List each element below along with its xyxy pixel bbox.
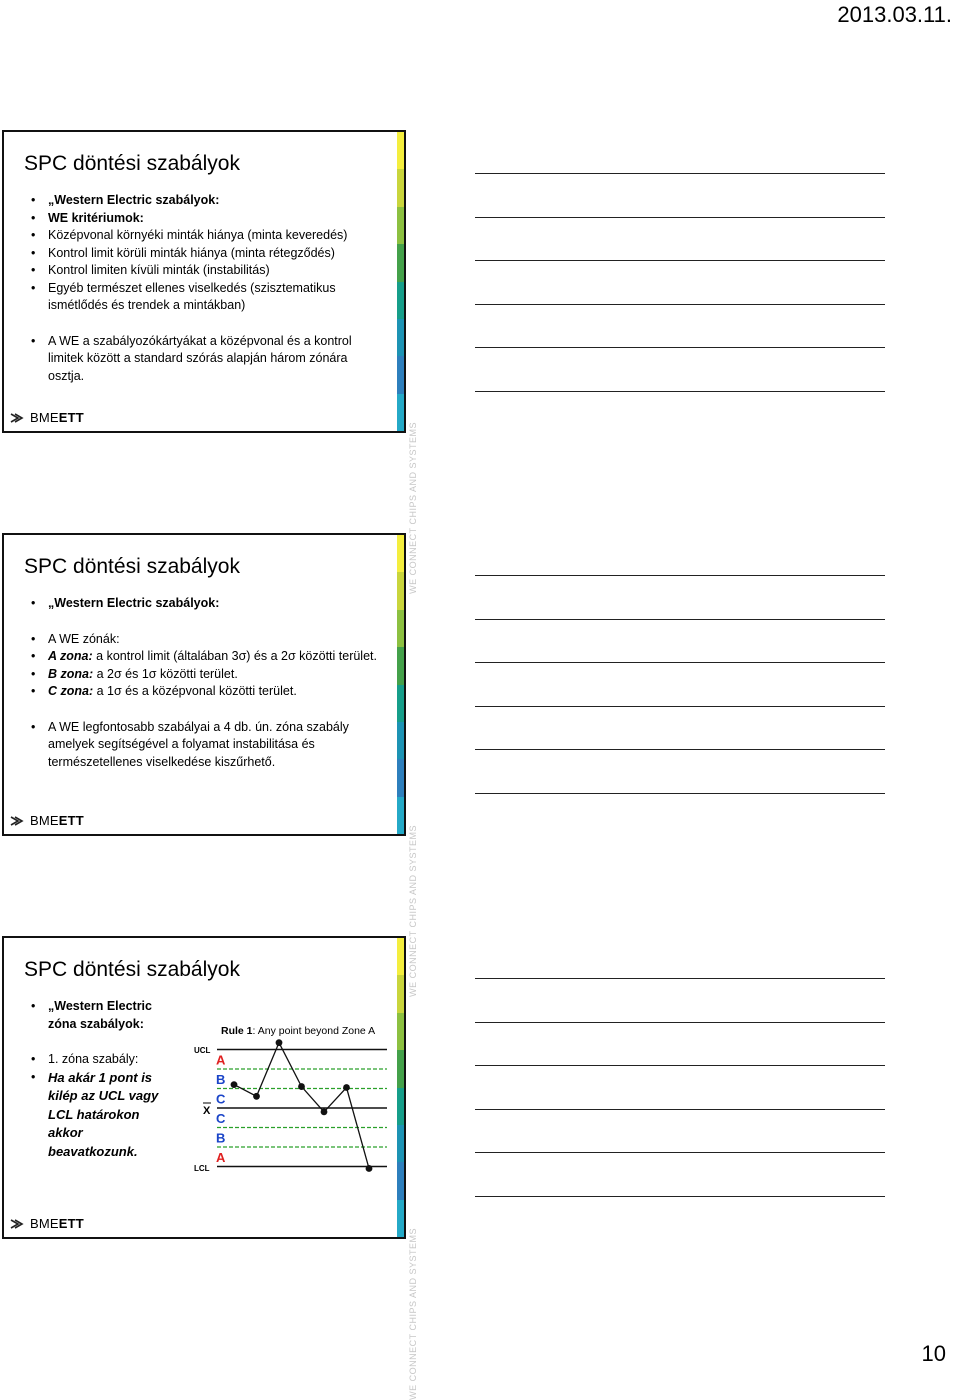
stripe-segment bbox=[397, 356, 404, 393]
stripe-segment bbox=[397, 685, 404, 722]
bullet-text: Kontrol limiten kívüli minták (instabilitás) bbox=[48, 263, 270, 277]
note-line bbox=[475, 1196, 885, 1197]
slide-1 bbox=[2, 130, 418, 594]
data-point bbox=[253, 1093, 260, 1100]
color-stripe bbox=[397, 132, 404, 431]
data-point bbox=[366, 1165, 373, 1172]
stripe-segment bbox=[397, 319, 404, 356]
series-line bbox=[234, 1043, 369, 1169]
bullet-text: „Western Electric szabályok: bbox=[48, 193, 220, 207]
stripe-segment bbox=[397, 1162, 404, 1199]
stripe-segment bbox=[397, 1050, 404, 1087]
bullet-text: 1. zóna szabály: bbox=[48, 1052, 139, 1066]
color-stripe bbox=[397, 938, 404, 1237]
bullet-item bbox=[27, 1069, 174, 1162]
stripe-segment bbox=[397, 132, 404, 169]
stripe-segment bbox=[397, 1125, 404, 1162]
note-line bbox=[475, 619, 885, 620]
stripe-segment bbox=[397, 169, 404, 206]
side-tagline: WE CONNECT CHIPS AND SYSTEMS bbox=[408, 1228, 418, 1400]
zone-label-a: A bbox=[216, 1149, 226, 1165]
bullet-list bbox=[27, 998, 174, 1161]
stripe-segment bbox=[397, 975, 404, 1012]
xbar-label: X bbox=[203, 1105, 211, 1117]
bullet-text: Kontrol limit körüli minták hiánya (minta rétegződés) bbox=[48, 245, 335, 260]
stripe-segment bbox=[397, 207, 404, 244]
slide-2 bbox=[2, 533, 418, 997]
bullet-list bbox=[27, 192, 384, 385]
note-line bbox=[475, 304, 885, 305]
stripe-segment bbox=[397, 244, 404, 281]
bullet-text: A WE zónák: bbox=[48, 631, 120, 646]
zone-rule-chart bbox=[189, 1022, 389, 1198]
zone-label-c: C bbox=[216, 1110, 226, 1126]
bullet-text: Egyéb természet ellenes viselkedés (szisztematikus ismétlődés és trendek a mintákban) bbox=[48, 280, 336, 312]
slide-title: SPC döntési szabályok bbox=[24, 555, 240, 578]
document-date: 2013.03.11. bbox=[837, 2, 952, 27]
stripe-segment bbox=[397, 722, 404, 759]
bullet-text: a 1σ és a középvonal közötti terület. bbox=[93, 684, 297, 698]
stripe-segment bbox=[397, 647, 404, 684]
bullet-text: Középvonal környéki minták hiánya (minta keveredés) bbox=[48, 228, 348, 242]
bullet-item bbox=[27, 280, 384, 315]
bullet-spacer bbox=[27, 701, 384, 719]
bullet-item bbox=[27, 719, 384, 772]
note-line bbox=[475, 173, 885, 174]
stripe-segment bbox=[397, 1200, 404, 1237]
data-point bbox=[343, 1084, 350, 1091]
side-tagline: WE CONNECT CHIPS AND SYSTEMS bbox=[408, 422, 418, 594]
stripe-segment bbox=[397, 759, 404, 796]
bullet-item bbox=[27, 631, 384, 649]
bullet-text: Ha akár 1 pont is kilép az UCL vagy LCL határokon akkor beavatkozunk. bbox=[48, 1069, 159, 1159]
zone-label-b: B bbox=[216, 1071, 226, 1087]
stripe-segment bbox=[397, 535, 404, 572]
data-point bbox=[276, 1039, 283, 1046]
note-line bbox=[475, 347, 885, 348]
bmeett-logo bbox=[10, 410, 84, 425]
bullet-text: A WE legfontosabb szabályai a 4 db. ún. zóna szabály amelyek segítségével a folyamat instabilitása és természetellenes viselkedése kiszűrhető. bbox=[48, 719, 349, 769]
bmeett-logo bbox=[10, 813, 84, 828]
note-line bbox=[475, 749, 885, 750]
data-point bbox=[321, 1109, 328, 1116]
zone-label-b: B bbox=[216, 1130, 226, 1146]
note-line bbox=[475, 1022, 885, 1023]
bullet-text: „Western Electric zóna szabályok: bbox=[48, 999, 152, 1031]
stripe-segment bbox=[397, 938, 404, 975]
bullet-spacer bbox=[27, 613, 384, 631]
data-point bbox=[298, 1083, 305, 1090]
logo-text: BMEETT bbox=[30, 1216, 84, 1231]
stripe-segment bbox=[397, 394, 404, 431]
side-tagline: WE CONNECT CHIPS AND SYSTEMS bbox=[408, 825, 418, 997]
logo-text: BMEETT bbox=[30, 410, 84, 425]
bullet-item bbox=[27, 192, 384, 210]
bullet-item bbox=[27, 245, 384, 263]
bullet-item bbox=[27, 262, 384, 280]
note-line bbox=[475, 662, 885, 663]
zone-term: B zona: bbox=[48, 666, 94, 681]
bullet-item bbox=[27, 595, 384, 613]
bmeett-logo bbox=[10, 1216, 84, 1231]
bullet-spacer bbox=[27, 315, 384, 333]
bullet-item bbox=[27, 227, 384, 245]
stripe-segment bbox=[397, 1013, 404, 1050]
ucl-label: UCL bbox=[194, 1046, 211, 1055]
lcl-label: LCL bbox=[194, 1164, 210, 1173]
bullet-text: WE kritériumok: bbox=[48, 210, 144, 225]
bullet-item bbox=[27, 210, 384, 228]
data-point bbox=[231, 1081, 238, 1088]
bullet-text: „Western Electric szabályok: bbox=[48, 596, 220, 610]
bullet-text: A WE a szabályozókártyákat a középvonal és a kontrol limitek között a standard szórás alapján három zónára osztja. bbox=[48, 333, 352, 383]
zone-term: C zona: bbox=[48, 684, 94, 698]
note-line bbox=[475, 1065, 885, 1066]
logo-text: BMEETT bbox=[30, 813, 84, 828]
note-line bbox=[475, 260, 885, 261]
page-number: 10 bbox=[921, 1341, 946, 1366]
bullet-text: a 2σ és 1σ közötti terület. bbox=[93, 666, 238, 681]
logo-mark-icon bbox=[10, 412, 26, 424]
logo-mark-icon bbox=[10, 1218, 26, 1230]
bullet-item bbox=[27, 648, 384, 666]
stripe-segment bbox=[397, 572, 404, 609]
bullet-list bbox=[27, 595, 384, 771]
slide-title: SPC döntési szabályok bbox=[24, 958, 240, 981]
note-line bbox=[475, 978, 885, 979]
note-line bbox=[475, 793, 885, 794]
bullet-item bbox=[27, 333, 384, 386]
bullet-spacer bbox=[27, 1033, 174, 1051]
logo-mark-icon bbox=[10, 815, 26, 827]
note-line bbox=[475, 1152, 885, 1153]
note-line bbox=[475, 217, 885, 218]
bullet-item bbox=[27, 998, 174, 1033]
note-line bbox=[475, 706, 885, 707]
zone-label-c: C bbox=[216, 1091, 226, 1107]
note-line bbox=[475, 391, 885, 392]
stripe-segment bbox=[397, 797, 404, 834]
bullet-item bbox=[27, 1051, 174, 1069]
stripe-segment bbox=[397, 282, 404, 319]
zone-label-a: A bbox=[216, 1052, 226, 1068]
chart-title: Rule 1: Any point beyond Zone A bbox=[221, 1025, 376, 1037]
slide-3 bbox=[2, 936, 418, 1400]
stripe-segment bbox=[397, 1088, 404, 1125]
bullet-item bbox=[27, 683, 384, 701]
color-stripe bbox=[397, 535, 404, 834]
note-line bbox=[475, 575, 885, 576]
slide-title: SPC döntési szabályok bbox=[24, 152, 240, 175]
bullet-text: a kontrol limit (általában 3σ) és a 2σ közötti terület. bbox=[92, 649, 377, 663]
note-line bbox=[475, 1109, 885, 1110]
stripe-segment bbox=[397, 610, 404, 647]
bullet-item bbox=[27, 666, 384, 684]
zone-term: A zona: bbox=[48, 649, 93, 663]
